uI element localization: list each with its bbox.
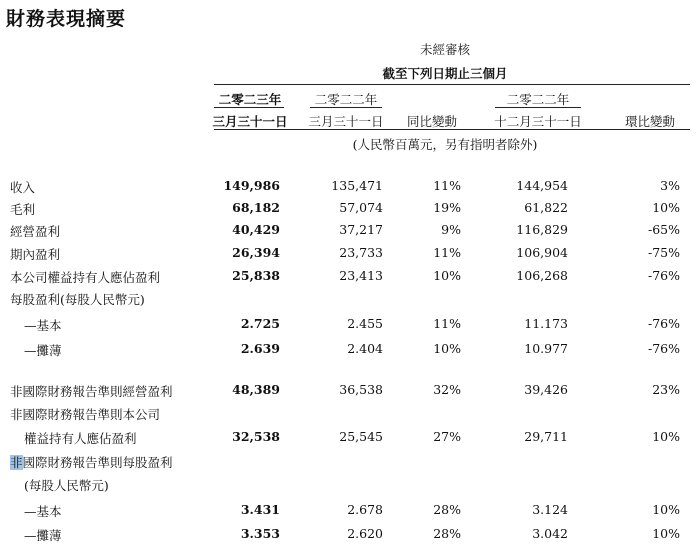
row-label: 每股盈利(每股人民幣元) (10, 292, 145, 307)
unaudited-label: 未經審核 (419, 42, 470, 57)
table-row (0, 222, 700, 244)
cell-2022q4: 106,268 (516, 268, 568, 283)
col5-header: 環比變動 (624, 114, 675, 129)
cell-yoy: 11% (433, 316, 461, 331)
cell-2022q1: 2.455 (347, 316, 383, 331)
col4-year: 二零二二年 (506, 92, 570, 107)
cell-2023q1: 2.725 (240, 316, 280, 331)
table-row (0, 502, 700, 524)
table-row (0, 245, 700, 267)
table-row (0, 405, 700, 427)
row-label: —基本 (24, 318, 62, 333)
cell-yoy: 10% (433, 341, 461, 356)
header-bottom-rule (214, 129, 690, 130)
table-row (0, 429, 700, 451)
table-row (0, 526, 700, 548)
highlighted-char: 非 (10, 455, 23, 470)
cell-yoy: 28% (433, 526, 461, 541)
row-label: 本公司權益持有人應佔盈利 (10, 270, 161, 285)
cell-2022q4: 39,426 (524, 382, 568, 397)
cell-2022q4: 106,904 (516, 245, 568, 260)
period-label: 截至下列日期止三個月 (382, 66, 508, 81)
cell-qoq: 10% (652, 526, 680, 541)
cell-qoq: -76% (647, 341, 680, 356)
col2-rule (310, 107, 382, 108)
cell-2023q1: 32,538 (232, 429, 280, 444)
cell-2022q4: 144,954 (516, 178, 568, 193)
row-label (10, 453, 173, 471)
cell-yoy: 9% (441, 222, 461, 237)
cell-2022q1: 2.620 (347, 526, 383, 541)
table-row (0, 290, 700, 312)
cell-2023q1: 68,182 (232, 200, 280, 215)
table-row (0, 453, 700, 475)
cell-qoq: 23% (652, 382, 680, 397)
table-row (0, 476, 700, 498)
cell-2023q1: 149,986 (223, 178, 280, 193)
col2-date: 三月三十一日 (308, 114, 384, 129)
cell-2022q1: 23,733 (339, 245, 383, 260)
unit-note: (人民幣百萬元，另有指明者除外) (352, 137, 538, 152)
cell-2023q1: 2.639 (240, 341, 280, 356)
cell-2023q1: 48,389 (232, 382, 280, 397)
cell-2022q4: 3.124 (532, 502, 568, 517)
cell-2022q1: 135,471 (331, 178, 383, 193)
cell-2023q1: 3.353 (240, 526, 280, 541)
cell-2023q1: 3.431 (240, 502, 280, 517)
col4-date: 十二月三十一日 (494, 114, 582, 129)
cell-2022q1: 57,074 (339, 200, 383, 215)
cell-qoq: -75% (647, 245, 680, 260)
period-rule (214, 84, 690, 85)
cell-qoq: 10% (652, 200, 680, 215)
cell-2023q1: 25,838 (232, 268, 280, 283)
cell-2022q4: 10.977 (524, 341, 568, 356)
cell-qoq: -65% (647, 222, 680, 237)
cell-2022q1: 23,413 (339, 268, 383, 283)
table-row (0, 316, 700, 338)
page-title: 財務表現摘要 (6, 8, 127, 30)
cell-2022q4: 29,711 (524, 429, 568, 444)
cell-qoq: 10% (652, 502, 680, 517)
row-label: 非國際財務報告準則本公司 (10, 407, 161, 422)
table-row (0, 382, 700, 404)
cell-qoq: -76% (647, 316, 680, 331)
table-row (0, 200, 700, 222)
cell-2022q4: 61,822 (524, 200, 568, 215)
row-label: —攤薄 (24, 343, 62, 358)
cell-2022q4: 11.173 (524, 316, 568, 331)
cell-yoy: 27% (433, 429, 461, 444)
cell-2022q1: 25,545 (339, 429, 383, 444)
row-label: 權益持有人應佔盈利 (24, 431, 137, 446)
col1-date: 三月三十一日 (212, 114, 288, 129)
row-label: 期內盈利 (10, 247, 61, 262)
cell-qoq: -76% (647, 268, 680, 283)
cell-yoy: 11% (433, 178, 461, 193)
table-row (0, 178, 700, 200)
cell-yoy: 32% (433, 382, 461, 397)
row-label: 收入 (10, 180, 36, 195)
row-label: 非國際財務報告準則經營盈利 (10, 384, 173, 399)
col2-year: 二零二二年 (314, 92, 378, 107)
cell-yoy: 11% (433, 245, 461, 260)
row-label: 毛利 (10, 202, 36, 217)
row-label: —基本 (24, 504, 62, 519)
cell-2023q1: 40,429 (232, 222, 280, 237)
cell-2022q1: 2.404 (347, 341, 383, 356)
row-label: 經營盈利 (10, 224, 61, 239)
cell-2023q1: 26,394 (232, 245, 280, 260)
row-label: (每股人民幣元) (24, 478, 109, 493)
row-label: —攤薄 (24, 528, 62, 543)
cell-yoy: 28% (433, 502, 461, 517)
cell-2022q4: 3.042 (532, 526, 568, 541)
cell-2022q1: 2.678 (347, 502, 383, 517)
col1-rule (214, 107, 284, 108)
cell-qoq: 10% (652, 429, 680, 444)
table-row (0, 268, 700, 290)
col4-rule (495, 107, 581, 108)
row-label-rest: 國際財務報告準則每股盈利 (22, 455, 173, 470)
col3-header: 同比變動 (406, 114, 457, 129)
cell-2022q1: 36,538 (339, 382, 383, 397)
cell-qoq: 3% (660, 178, 680, 193)
table-row (0, 341, 700, 363)
cell-yoy: 19% (433, 200, 461, 215)
col1-year: 二零二三年 (218, 92, 282, 107)
cell-yoy: 10% (433, 268, 461, 283)
cell-2022q1: 37,217 (339, 222, 383, 237)
cell-2022q4: 116,829 (516, 222, 568, 237)
